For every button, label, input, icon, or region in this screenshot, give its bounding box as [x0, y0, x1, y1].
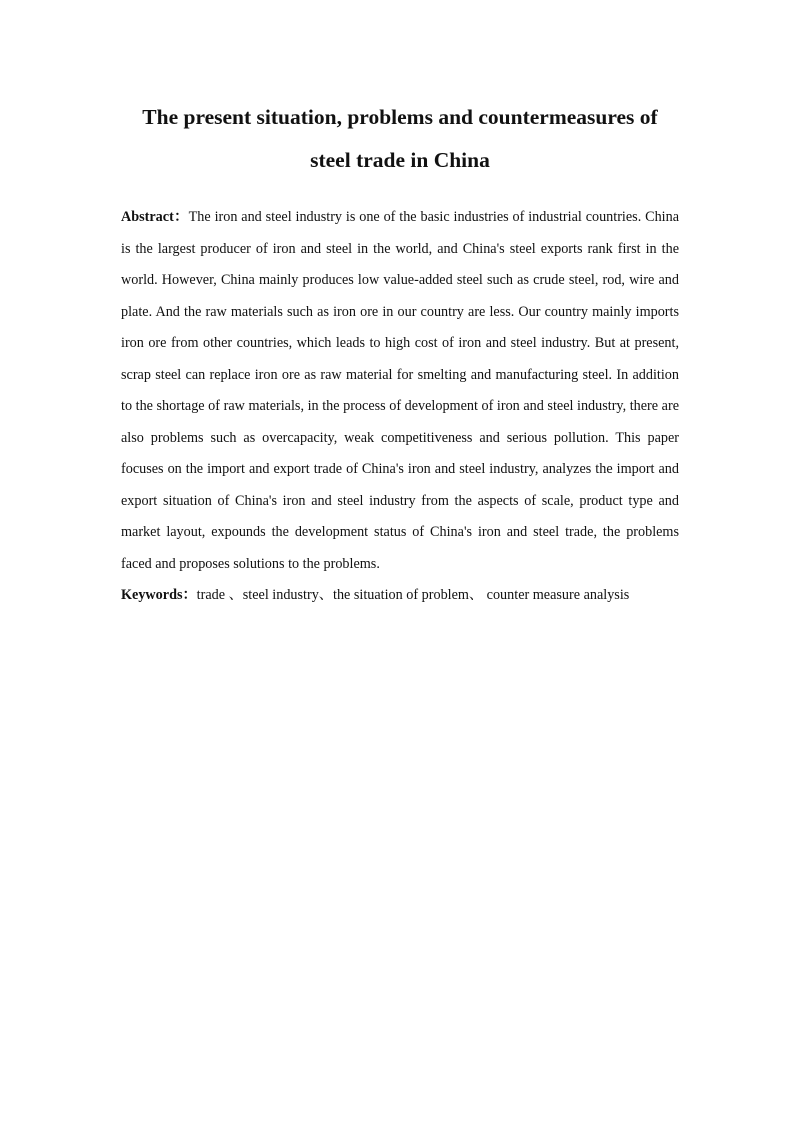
abstract-label: Abstract： — [121, 209, 189, 225]
title-line-2: steel trade in China — [310, 148, 490, 172]
title-line-1: The present situation, problems and countermeasures of — [142, 105, 658, 129]
keywords-line — [121, 580, 679, 612]
abstract-paragraph — [121, 202, 679, 580]
keywords-text: trade 、steel industry、the situation of problem、 counter measure analysis — [196, 587, 630, 603]
paper-title — [100, 96, 700, 182]
abstract-text: The iron and steel industry is one of the basic industries of industrial countries. China is the largest producer of iron and steel in the world, and China's steel exports rank first in the world. However, China mainly produces low value-added steel such as crude steel, rod, wire and plate. And the raw materials such as iron ore in our country are less. Our country mainly imports iron ore from other countries, which leads to high cost of iron and steel industry. But at present, scrap steel can replace iron ore as raw material for smelting and manufacturing steel. In addition to the shortage of raw materials, in the process of development of iron and steel industry, there are also problems such as overcapacity, weak competitiveness and serious pollution. This paper focuses on the import and export trade of China's iron and steel industry, analyzes the import and export situation of China's iron and steel industry from the aspects of scale, product type and market layout, expounds the development status of China's iron and steel trade, the problems faced and proposes solutions to the problems. — [121, 209, 680, 572]
keywords-label: Keywords： — [121, 587, 197, 603]
